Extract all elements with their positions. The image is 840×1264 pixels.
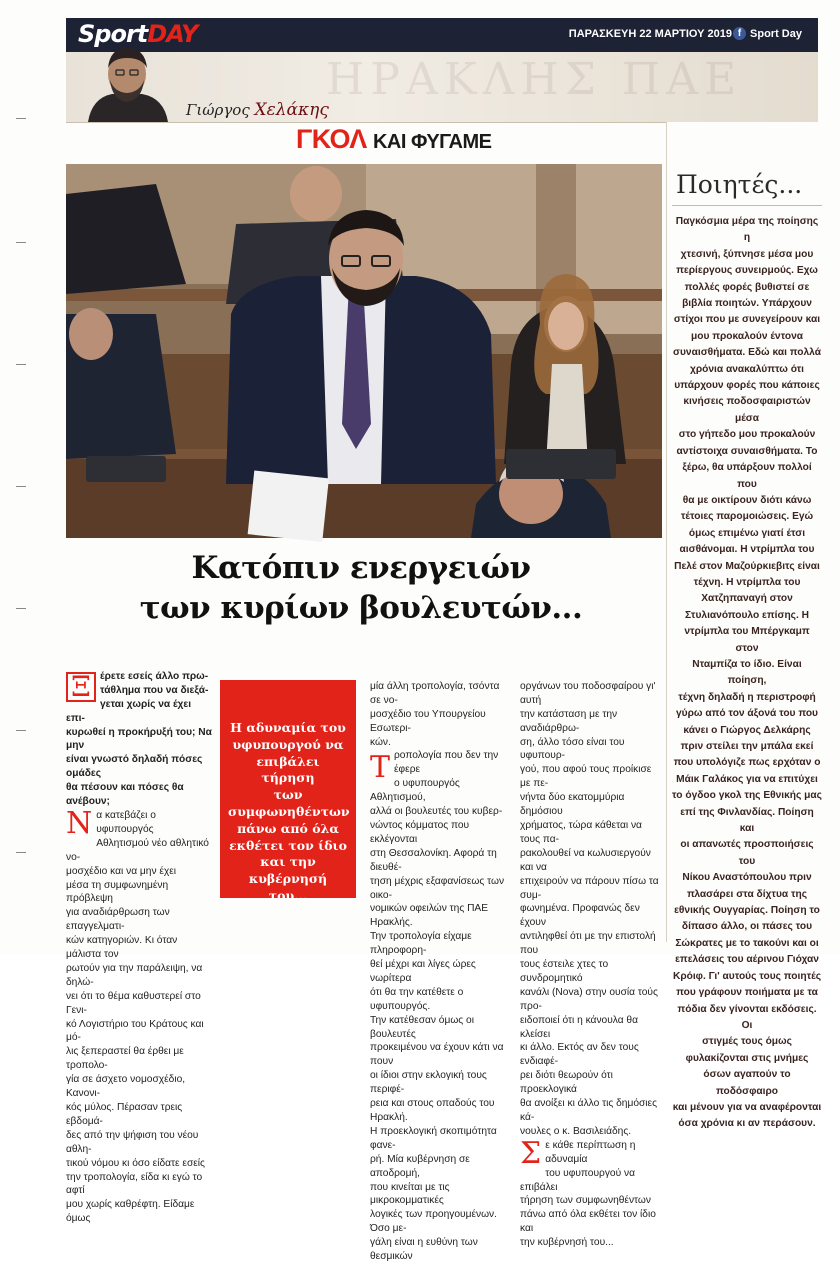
facebook-icon: f: [733, 27, 746, 40]
margin-mark: [16, 118, 26, 119]
sidebar-divider: [666, 122, 667, 942]
dropcap-1: Ξ: [66, 672, 96, 702]
margin-mark: [16, 486, 26, 487]
article-paragraph-3: ροπολογία που δεν την έφερε ο υφυπουργός Αθλητισμού, αλλά οι βουλευτές του κυβερ- νώντος κόμματος που εκλέγονται στη Θεσσαλονίκη. Αφορά τη διευθέ- τηση μέχρις εξαφανίσεως των οικο- νομικών οφειλών της ΠΑΕ Ηρακλής. Την τροπολογία είχαμε πληροφορη- θεί μέχρι και λίγες ώρες νωρίτερα ότι θα την κατέθετε ο υφυπουργός. Την κατέθεσαν όμως οι βουλευτές προκειμένου να έχουν κάτι να πουν οι ίδιοι στην εκλογική τους περιφέ- ρεια και στους οπαδούς του Ηρακλή. Η προεκλογική σκοπιμότητα φανε- ρή. Μία κυβέρνηση σε αποδρομή, που κινείται με τις μικροκομματικές λογικές των προηγουμένων. Όσο με- γάλη είναι η ευθύνη των θεσμικών: [370, 750, 505, 1263]
sidebar-body: Παγκόσμια μέρα της ποίησης η χτεσινή, ξύπνησε μέσα μου περίεργους συνειρμούς. Εχω πολλές φορές βυθιστεί σε βιβλία ποιητών. Υπάρχουν στίχοι που με συνεγείρουν και μου προκαλούν έντονα συναισθήματα. Εδώ και πολλά χρόνια ανακαλύπτω ότι υπάρχουν φορές που κάποιες κινήσεις ποδοσφαιριστών μέσα στο γήπεδο μου προκαλούν αντίστοιχα συναισθήματα. Το ξέρω, θα υπάρξουν πολλοί που θα με οικτίρουν διότι κάνω τέτοιες παρομοιώσεις. Εγώ όμως επιμένω γιατί έτσι αισθάνομαι. Η ντρίμπλα του Πελέ στον Μαζούρκιεβιτς είναι τέχνη. Η ντρίμπλα του Χατζηπαναγή στον Στυλιανόπουλο επίσης. Η ντρίμπλα του Μπέργκαμπ στον Νταμπίζα το ίδιο. Είναι ποίηση, τέχνη δηλαδή η περιστροφή γύρω από τον άξονά του που κάνει ο Γιώργος Δελκάρης πριν στείλει την μπάλα εκεί που υπολόγιζε πως ερχόταν ο Μάικ Γαλάκος για να επιτύχει το όγδοο γκολ της Εθνικής μας επί της Φινλανδίας. Ποίηση και οι απανωτές προσποιήσεις του Νίκου Αναστόπουλου πριν πλασάρει στα δίχτυα της εθνικής Ουγγαρίας. Ποίηση το δίπασο άλλο, οι πάσες του Σώκρατες με το τακούνι και οι επελάσεις του αέρινου Γιόχαν Κρόιφ. Γι' αυτούς τους ποιητές που γράφουν ποιήματα με τα πόδια δεν γίνονται εκδόσεις. Οι στιγμές τους όμως φυλακίζονται στις μνήμες όσων αγαπούν το ποδόσφαιρο και μένουν για να αναφέρονται όσα χρόνια κι αν περάσουν.: [672, 216, 822, 1130]
article-column-3: [370, 666, 510, 1264]
dropcap-3: Τ: [370, 750, 391, 786]
dropcap-4: Σ: [520, 1135, 542, 1171]
author-last-name: Χελάκης: [254, 100, 329, 120]
margin-mark: [16, 730, 26, 731]
dropcap-2: Ν: [66, 805, 93, 841]
header-bar: [66, 18, 818, 52]
brand-logo-part2: DAY: [147, 20, 198, 48]
author-photo: [84, 36, 170, 122]
article-column-1: [66, 656, 212, 1226]
article-column-4: [520, 666, 662, 1250]
brand-logo-part1: Sport: [78, 20, 148, 48]
author-first-name: Γιώργος: [186, 101, 250, 119]
column-title-dark: ΚΑΙ ΦΥΓΑΜΕ: [372, 131, 492, 153]
issue-date: ΠΑΡΑΣΚΕΥΗ 22 ΜΑΡΤΙΟΥ 2019: [568, 28, 732, 40]
pull-quote: Η αδυναμία του υφυπουργού να επιβάλει τήρηση των συμφωνηθέντων πάνω από όλα εκθέτει τον ίδιο και την κυβέρνησή του...: [220, 680, 356, 898]
article-lead-paragraph: έρετε εσείς άλλο πρω- τάθλημα που να διεξά- γεται χωρίς να έχει επι- κυρωθεί η προκήρυξή του; Να μην είναι γνωστό δηλαδή πόσες ομάδες θα πέσουν και πόσες θα ανέβουν;: [66, 670, 212, 808]
band-divider: [66, 122, 666, 123]
band-background-texture: ΗΡΑΚΛΗΣ ΠΑΕ: [326, 54, 743, 105]
facebook-page-name: Sport Day: [750, 28, 802, 40]
sidebar-title: Ποιητές...: [672, 170, 822, 206]
article-paragraph-4: οργάνων του ποδοσφαίρου γι' αυτή την κατάσταση με την αναδιάρθρω- ση, άλλο τόσο είναι του υφυπουρ- γού, που αφού τους προίκισε με πε- νήντα δύο εκατομμύρια δημόσιου χρήματος, τώρα κάθεται να τους πα- ρακολουθεί να κωλυσιεργούν και να επιχειρούν να πάρουν πίσω τα συμ- φωνημένα. Προφανώς δεν έχουν αντιληφθεί ότι με την επιστολή που τους έστειλε χτες το συνδρομητικό κανάλι (Nova) στην ουσία τούς προ- ειδοποιεί ότι η κάνουλα θα κλείσει κι άλλο. Εκτός αν δεν τους ενδιαφέ- ρει διότι θεωρούν ότι προεκλογικά θα ανοίξει κι άλλο τις δημόσιες κά- νουλες ο κ. Βασιλειάδης.: [520, 680, 659, 1137]
article-headline: Κατόπιν ενεργειών των κυρίων βουλευτών...: [139, 550, 583, 626]
margin-mark: [16, 608, 26, 609]
margin-mark: [16, 364, 26, 365]
author-name: [186, 100, 329, 120]
article-paragraph-1: α κατεβάζει ο υφυπουργός Αθλητισμού νέο αθλητικό νο- μοσχέδιο και να μην έχει μέσα τη συμφωνημένη πρόβλεψη για αναδιάρθρωση των επαγγελματι- κών κατηγοριών. Κι όταν μάλιστα τον ρωτούν για την παράλειψη, να δηλώ- νει ότι το θέμα καθυστερεί στο Γενι- κό Λογιστήριο του Κράτους και μό- λις ξεπεραστεί θα έρθει με τροπολο- γία σε άσχετο νομοσχέδιο, Κανονι- κός μύλος. Πέρασαν τρεις εβδομά- δες από την ψήφιση του νέου αθλη- τικού νόμου κι όσο είδατε εσείς την τροπολογία, είδα κι εγώ το αφτί μου χωρίς καθρέφτη. Είδαμε όμως: [66, 809, 209, 1225]
article-paragraph-5: ε κάθε περίπτωση η αδυναμία του υφυπουργού να επιβάλει τήρηση των συμφωνηθέντων πάνω από όλα εκθέτει τον ίδιο και την κυβέρνησή του...: [520, 1139, 656, 1249]
article-paragraph-2: μία άλλη τροπολογία, τσόντα σε νο- μοσχέδιο του Υπουργείου Εσωτερι- κών.: [370, 680, 500, 748]
margin-mark: [16, 242, 26, 243]
sidebar-column: [672, 170, 822, 1130]
columnist-band: [66, 52, 818, 122]
parliament-photo: [66, 164, 662, 538]
column-title: [296, 124, 491, 155]
margin-mark: [16, 852, 26, 853]
column-title-red: ΓΚΟΛ: [296, 124, 367, 154]
